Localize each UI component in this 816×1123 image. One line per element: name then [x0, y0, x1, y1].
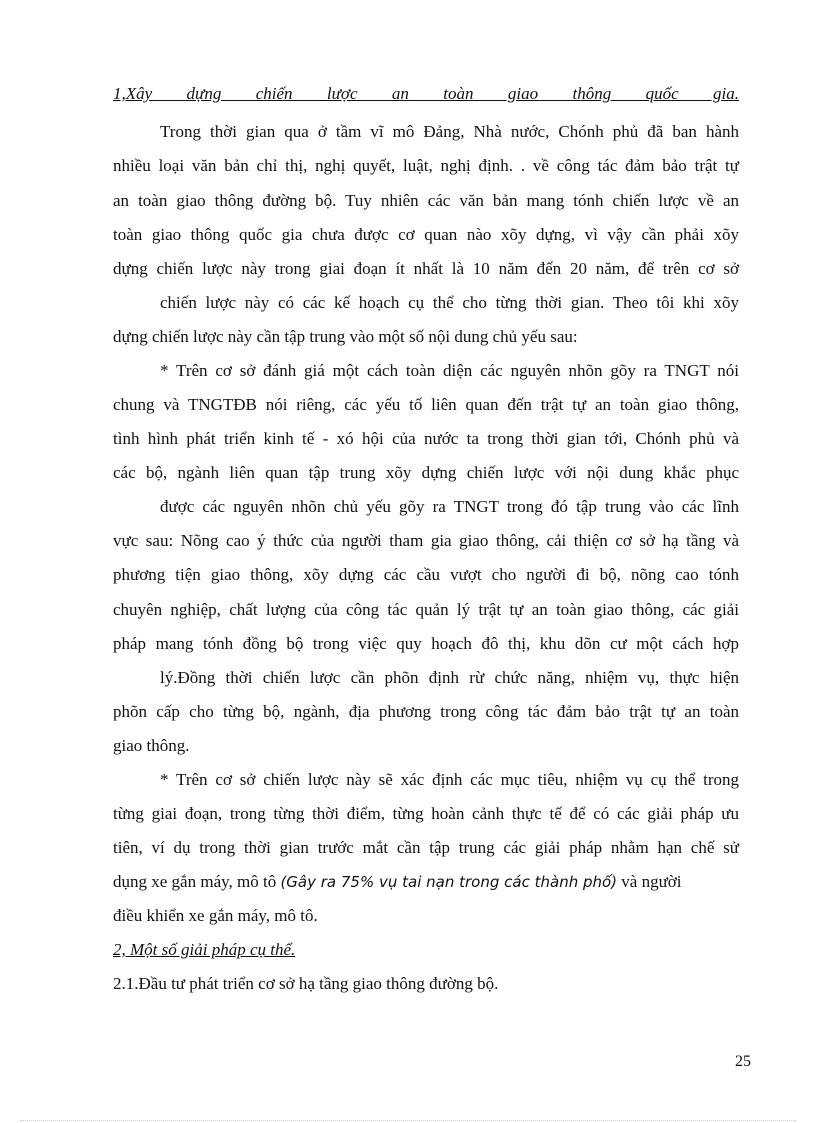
paragraph-line: an toàn giao thông đường bộ. Tuy nhiên các văn bản mang tónh chiến lược về an — [113, 191, 739, 210]
paragraph-line — [113, 872, 739, 892]
page-bottom-divider — [20, 1120, 796, 1121]
paragraph-line: chuyên nghiệp, chất lượng của công tác quản lý trật tự an toàn giao thông, các giải — [113, 600, 739, 619]
paragraph-line: * Trên cơ sở đánh giá một cách toàn diện các nguyên nhõn gõy ra TNGT nói — [160, 361, 739, 380]
paragraph-line: pháp mang tónh đồng bộ trong việc quy hoạch đô thị, khu dõn cư một cách hợp — [113, 634, 739, 653]
page-number: 25 — [735, 1053, 751, 1070]
text-run: dụng xe gắn máy, mô tô — [113, 872, 281, 891]
paragraph-line: các bộ, ngành liên quan tập trung xõy dựng chiến lược với nội dung khắc phục — [113, 463, 739, 482]
paragraph-line: Trong thời gian qua ở tầm vĩ mô Đảng, Nhà nước, Chónh phủ đã ban hành — [160, 122, 739, 141]
paragraph-line: lý.Đồng thời chiến lược cần phõn định rừ chức năng, nhiệm vụ, thực hiện — [160, 668, 739, 687]
paragraph-line: tiên, ví dụ trong thời gian trước mắt cần tập trung các giải pháp nhằm hạn chế sử — [113, 838, 739, 857]
paragraph-line: giao thông. — [113, 736, 190, 755]
paragraph-line: chung và TNGTĐB nói riêng, các yếu tố liên quan đến trật tự an toàn giao thông, — [113, 395, 739, 414]
italic-note: (Gây ra 75% vụ tai nạn trong các thành phố) — [280, 873, 618, 891]
paragraph-line: toàn giao thông quốc gia chưa được cơ quan nào xõy dựng, vì vậy cần phải xõy — [113, 225, 739, 244]
paragraph-line: chiến lược này có các kế hoạch cụ thể cho từng thời gian. Theo tôi khi xõy — [160, 293, 739, 312]
paragraph-line: tình hình phát triển kinh tế - xó hội của nước ta trong thời gian tới, Chónh phủ và — [113, 429, 739, 448]
paragraph-line: điều khiển xe gắn máy, mô tô. — [113, 906, 318, 925]
paragraph-line: * Trên cơ sở chiến lược này sẽ xác định các mục tiêu, nhiệm vụ cụ thể trong — [160, 770, 739, 789]
paragraph-line: phương tiện giao thông, xõy dựng các cầu vượt cho người đi bộ, nõng cao tónh — [113, 565, 739, 584]
section-heading-2: 2, Một số giải pháp cụ thể. — [113, 940, 296, 959]
paragraph-line: được các nguyên nhõn chủ yếu gõy ra TNGT trong đó tập trung vào các lĩnh — [160, 497, 739, 516]
paragraph-line: dựng chiến lược này trong giai đoạn ít nhất là 10 năm đến 20 năm, để trên cơ sở — [113, 259, 739, 278]
text-run: và người — [617, 872, 682, 891]
subsection-heading: 2.1.Đầu tư phát triển cơ sở hạ tầng giao thông đường bộ. — [113, 974, 499, 993]
paragraph-line: từng giai đoạn, trong từng thời điểm, từng hoàn cảnh thực tế để có các giải pháp ưu — [113, 804, 739, 823]
paragraph-line: phõn cấp cho từng bộ, ngành, địa phương trong công tác đảm bảo trật tự an toàn — [113, 702, 739, 721]
paragraph-line: nhiều loại văn bản chỉ thị, nghị quyết, luật, nghị định. . về công tác đảm bảo trật tự — [113, 156, 739, 175]
section-heading-1: 1,Xây dựng chiến lược an toàn giao thông quốc gia. — [113, 84, 739, 103]
paragraph-line: dựng chiến lược này cần tập trung vào một số nội dung chủ yếu sau: — [113, 327, 578, 346]
paragraph-line: vực sau: Nõng cao ý thức của người tham gia giao thông, cải thiện cơ sở hạ tầng và — [113, 531, 739, 550]
